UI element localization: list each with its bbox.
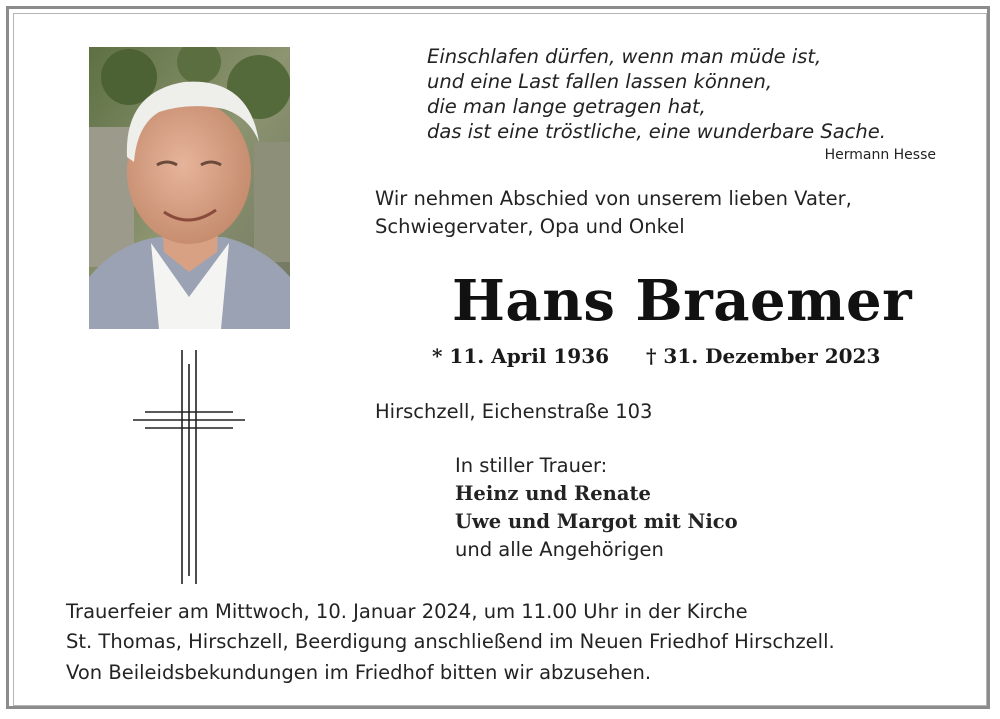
portrait-photo	[89, 47, 290, 329]
condolence-note: Von Beileidsbekundungen im Friedhof bitten wir abzusehen.	[66, 661, 652, 684]
intro-line: Wir nehmen Abschied von unserem lieben Vater,	[375, 187, 852, 210]
poem-line: das ist eine tröstliche, eine wunderbare Sache.	[427, 120, 886, 143]
poem-author: Hermann Hesse	[824, 147, 936, 163]
mourners-block	[455, 452, 738, 564]
poem-line: und eine Last fallen lassen können,	[427, 70, 773, 93]
poem	[427, 44, 886, 144]
birth-date: * 11. April 1936	[432, 344, 610, 368]
deceased-name: Hans Braemer	[452, 268, 913, 334]
cross-icon	[133, 350, 245, 584]
poem-line: die man lange getragen hat,	[427, 95, 706, 118]
address: Hirschzell, Eichenstraße 103	[375, 400, 653, 423]
mourners-others: und alle Angehörigen	[455, 538, 664, 561]
portrait-image	[89, 47, 290, 329]
mourners-heading: In stiller Trauer:	[455, 454, 608, 477]
funeral-line: St. Thomas, Hirschzell, Beerdigung anschließend im Neuen Friedhof Hirschzell.	[66, 630, 835, 653]
funeral-info	[66, 597, 835, 657]
mourner-family: Uwe und Margot mit Nico	[455, 510, 738, 533]
funeral-line: Trauerfeier am Mittwoch, 10. Januar 2024, um 11.00 Uhr in der Kirche	[66, 600, 748, 623]
death-date: † 31. Dezember 2023	[646, 344, 881, 368]
intro-line: Schwiegervater, Opa und Onkel	[375, 215, 685, 238]
intro-text	[375, 185, 852, 241]
poem-line: Einschlafen dürfen, wenn man müde ist,	[427, 45, 822, 68]
mourner-family: Heinz und Renate	[455, 482, 651, 505]
